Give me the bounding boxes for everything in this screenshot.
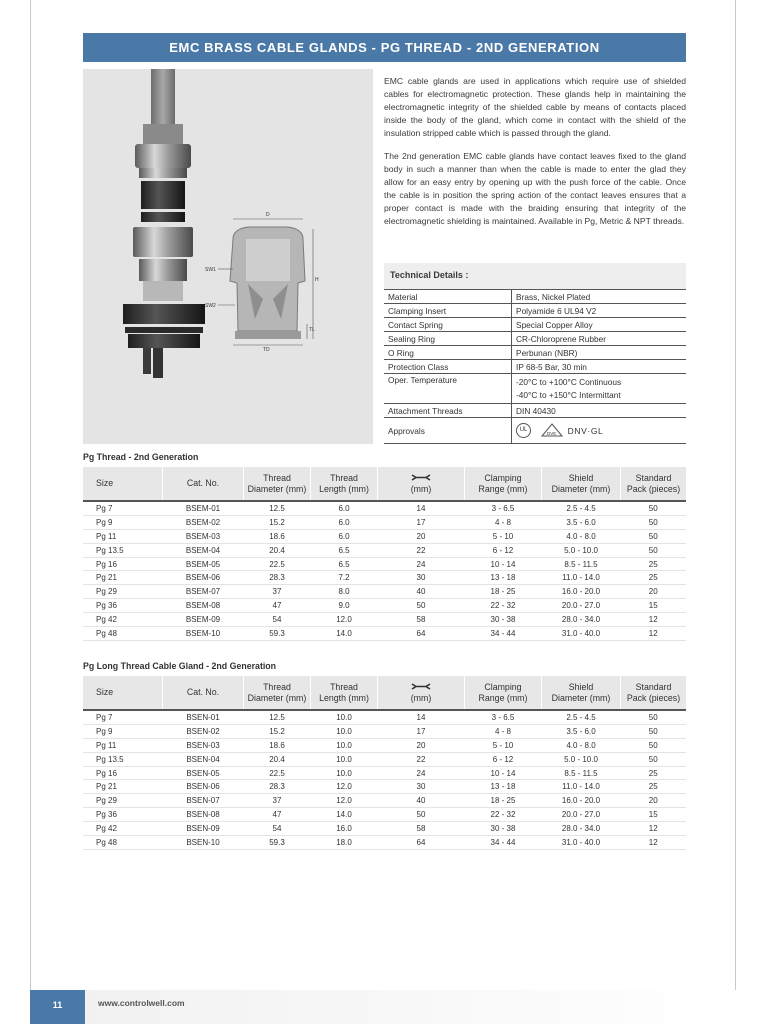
- table-cell: Pg 9: [83, 515, 163, 529]
- table-cell: 8.5 - 11.5: [542, 766, 621, 780]
- col-wrench-size: (mm): [378, 467, 465, 501]
- table-row: [83, 529, 686, 543]
- table-cell: 8.5 - 11.5: [542, 557, 621, 571]
- table-cell: 5.0 - 10.0: [542, 752, 621, 766]
- table-cell: 50: [621, 724, 687, 738]
- table-cell: 18.6: [244, 529, 311, 543]
- table-cell: 11.0 - 14.0: [542, 780, 621, 794]
- table-cell: 20: [621, 585, 687, 599]
- page-number: 11: [30, 990, 85, 1024]
- table-cell: 3 - 6.5: [465, 710, 542, 724]
- table-cell: 22.5: [244, 766, 311, 780]
- dve-logo-icon: [541, 423, 563, 439]
- table-row: [83, 710, 686, 724]
- braid-shield: [143, 124, 183, 144]
- table-cell: 37: [244, 585, 311, 599]
- table-cell: 12: [621, 613, 687, 627]
- table-cell: 18.0: [311, 836, 378, 850]
- table-cell: 10.0: [311, 724, 378, 738]
- col-clamping-range: Clamping Range (mm): [465, 676, 542, 710]
- tech-label: Material: [384, 290, 512, 304]
- table-cell: 16.0 - 20.0: [542, 585, 621, 599]
- table-cell: 30 - 38: [465, 822, 542, 836]
- table-cell: 14.0: [311, 808, 378, 822]
- table-cell: 22: [378, 543, 465, 557]
- table-cell: 3.5 - 6.0: [542, 515, 621, 529]
- table-cell: 28.3: [244, 780, 311, 794]
- table-row: [83, 766, 686, 780]
- table-cell: 12.0: [311, 794, 378, 808]
- tech-label: Attachment Threads: [384, 404, 512, 418]
- table-cell: 6.0: [311, 515, 378, 529]
- page-title: EMC BRASS CABLE GLANDS - PG THREAD - 2ND GENERATION: [83, 33, 686, 62]
- table-cell: 12.0: [311, 613, 378, 627]
- table-cell: 47: [244, 599, 311, 613]
- col-shield-diameter: Shield Diameter (mm): [542, 676, 621, 710]
- col-thread-diameter: Thread Diameter (mm): [244, 676, 311, 710]
- table-cell: 50: [378, 808, 465, 822]
- tech-value: Special Copper Alloy: [512, 318, 686, 332]
- table-cell: 12.5: [244, 710, 311, 724]
- table-row: [83, 543, 686, 557]
- table-cell: Pg 11: [83, 529, 163, 543]
- table-cell: 14.0: [311, 627, 378, 641]
- table-cell: 3 - 6.5: [465, 501, 542, 515]
- table-cell: 12: [621, 822, 687, 836]
- table-cell: 50: [378, 599, 465, 613]
- pg-long-thread-table: [83, 676, 686, 850]
- table2-title: Pg Long Thread Cable Gland - 2nd Generation: [83, 661, 277, 671]
- table-cell: 9.0: [311, 599, 378, 613]
- table-cell: Pg 48: [83, 627, 163, 641]
- table-cell: 20.4: [244, 752, 311, 766]
- tech-label: Oper. Temperature: [384, 374, 512, 404]
- table-cell: 24: [378, 557, 465, 571]
- cable-top: [151, 69, 175, 124]
- table-cell: 12.0: [311, 780, 378, 794]
- tech-row: [384, 318, 686, 332]
- table-cell: 13 - 18: [465, 571, 542, 585]
- table-cell: 20: [378, 529, 465, 543]
- table-cell: BSEM-01: [163, 501, 244, 515]
- table-cell: 28.0 - 34.0: [542, 822, 621, 836]
- table-cell: BSEM-02: [163, 515, 244, 529]
- table-cell: BSEN-06: [163, 780, 244, 794]
- table-cell: 54: [244, 613, 311, 627]
- tech-row: [384, 304, 686, 318]
- dim-label-sw1: SW1: [205, 267, 216, 273]
- tech-row: [384, 404, 686, 418]
- table-cell: BSEM-10: [163, 627, 244, 641]
- table-cell: 30: [378, 571, 465, 585]
- table-cell: 10.0: [311, 710, 378, 724]
- table-cell: Pg 16: [83, 557, 163, 571]
- tech-row: [384, 374, 686, 404]
- table-cell: 22.5: [244, 557, 311, 571]
- tech-value: DIN 40430: [512, 404, 686, 418]
- table-cell: 59.3: [244, 627, 311, 641]
- table-cell: BSEN-04: [163, 752, 244, 766]
- table-cell: 15: [621, 808, 687, 822]
- tech-value: Perbunan (NBR): [512, 346, 686, 360]
- table-cell: 59.3: [244, 836, 311, 850]
- ul-logo-icon: UL: [516, 423, 531, 438]
- tech-label: Sealing Ring: [384, 332, 512, 346]
- table-cell: Pg 42: [83, 613, 163, 627]
- table-cell: BSEN-10: [163, 836, 244, 850]
- table-cell: 10 - 14: [465, 766, 542, 780]
- table-cell: 12: [621, 836, 687, 850]
- tech-value: Brass, Nickel Plated: [512, 290, 686, 304]
- table-cell: Pg 21: [83, 571, 163, 585]
- table-row: [83, 808, 686, 822]
- table-cell: 22: [378, 752, 465, 766]
- table-cell: 20.0 - 27.0: [542, 599, 621, 613]
- table-row: [83, 780, 686, 794]
- technical-details-table: [384, 289, 686, 444]
- table-cell: 6 - 12: [465, 543, 542, 557]
- table-cell: Pg 48: [83, 836, 163, 850]
- table-cell: 6.5: [311, 543, 378, 557]
- table-cell: 12.5: [244, 501, 311, 515]
- table-cell: 18 - 25: [465, 794, 542, 808]
- table1-title: Pg Thread - 2nd Generation: [83, 452, 199, 462]
- table-cell: 14: [378, 710, 465, 724]
- gland-body: [133, 227, 193, 257]
- table-cell: 25: [621, 571, 687, 585]
- table-row: [83, 822, 686, 836]
- tech-row: [384, 360, 686, 374]
- table-cell: 4 - 8: [465, 515, 542, 529]
- table-cell: 15.2: [244, 724, 311, 738]
- intro-paragraph-1: EMC cable glands are used in applications which require use of shielded cables for electromagnetic protection. These glands help in maintaining the electromagnetic integrity of the shielded cable by means of contacts placed inside the body of the gland, which come in contact with the shield of the insulation stripped cable which is passed through the gland.: [384, 76, 686, 138]
- table-row: [83, 724, 686, 738]
- intro-paragraph-2: The 2nd generation EMC cable glands have contact leaves fixed to the gland body in such a manner than when the cable is made to enter the glad they allow for an easy entry by opening up with the push force of the cable. Once the cable is in position the spring action of the contact leaves ensures that a proper contact is made with the braiding ensuring that integrity of the electromagnetic shielding is maintained. Available in Pg, Metric & NPT threads.: [384, 151, 686, 226]
- table-cell: 20: [378, 738, 465, 752]
- col-cat-no: Cat. No.: [163, 676, 244, 710]
- table-header-row: [83, 676, 686, 710]
- table-row: [83, 836, 686, 850]
- table-row: [83, 557, 686, 571]
- approvals-logos: [512, 418, 686, 444]
- table-cell: 64: [378, 627, 465, 641]
- table-cell: 50: [621, 752, 687, 766]
- table-cell: 54: [244, 822, 311, 836]
- tech-row: [384, 346, 686, 360]
- table-cell: 50: [621, 710, 687, 724]
- tech-value: CR-Chloroprene Rubber: [512, 332, 686, 346]
- col-standard-pack: Standard Pack (pieces): [621, 676, 687, 710]
- table-cell: BSEN-05: [163, 766, 244, 780]
- table-cell: 28.3: [244, 571, 311, 585]
- table-header-row: [83, 467, 686, 501]
- table-cell: 4.0 - 8.0: [542, 529, 621, 543]
- table-cell: 25: [621, 766, 687, 780]
- table-cell: 58: [378, 613, 465, 627]
- tech-label: Protection Class: [384, 360, 512, 374]
- tech-row: [384, 332, 686, 346]
- table-cell: 10.0: [311, 766, 378, 780]
- dim-label-tl: TL: [309, 327, 315, 333]
- tech-label: Approvals: [384, 418, 512, 444]
- table-cell: 25: [621, 780, 687, 794]
- table-cell: 64: [378, 836, 465, 850]
- table-cell: 34 - 44: [465, 836, 542, 850]
- table-cell: 11.0 - 14.0: [542, 571, 621, 585]
- tech-label: O Ring: [384, 346, 512, 360]
- table-cell: 34 - 44: [465, 627, 542, 641]
- table-cell: BSEM-07: [163, 585, 244, 599]
- cable-gland-illustration: [83, 69, 373, 444]
- table-cell: Pg 36: [83, 599, 163, 613]
- table-cell: 8.0: [311, 585, 378, 599]
- table-cell: Pg 9: [83, 724, 163, 738]
- table-cell: 10.0: [311, 738, 378, 752]
- col-thread-diameter: Thread Diameter (mm): [244, 467, 311, 501]
- table-cell: Pg 29: [83, 794, 163, 808]
- table-cell: Pg 16: [83, 766, 163, 780]
- table-cell: 20: [621, 794, 687, 808]
- svg-text:DVE: DVE: [547, 430, 557, 436]
- tech-value: IP 68-5 Bar, 30 min: [512, 360, 686, 374]
- table-cell: 6.0: [311, 529, 378, 543]
- table-cell: 25: [621, 557, 687, 571]
- table-cell: 4.0 - 8.0: [542, 738, 621, 752]
- website-link[interactable]: www.controlwell.com: [98, 998, 185, 1008]
- table-cell: 47: [244, 808, 311, 822]
- table-cell: 28.0 - 34.0: [542, 613, 621, 627]
- wrench-icon: [411, 683, 431, 690]
- table-cell: 10 - 14: [465, 557, 542, 571]
- table-cell: 6.5: [311, 557, 378, 571]
- table-cell: 18 - 25: [465, 585, 542, 599]
- tech-row-approvals: [384, 418, 686, 444]
- temperature-intermittent: -40°C to +150°C Intermittant: [516, 390, 621, 400]
- col-size: Size: [83, 676, 163, 710]
- table-cell: 58: [378, 822, 465, 836]
- table-row: [83, 501, 686, 515]
- table-cell: 4 - 8: [465, 724, 542, 738]
- table-cell: BSEN-03: [163, 738, 244, 752]
- table-row: [83, 613, 686, 627]
- col-clamping-range: Clamping Range (mm): [465, 467, 542, 501]
- dim-label-sw2: SW2: [205, 303, 216, 309]
- table-cell: 22 - 32: [465, 808, 542, 822]
- table-cell: 3.5 - 6.0: [542, 724, 621, 738]
- table-row: [83, 794, 686, 808]
- table-cell: 20.0 - 27.0: [542, 808, 621, 822]
- table-cell: BSEM-05: [163, 557, 244, 571]
- tech-label: Clamping Insert: [384, 304, 512, 318]
- wrench-icon: [411, 474, 431, 481]
- pg-thread-table: [83, 467, 686, 641]
- table-cell: 30 - 38: [465, 613, 542, 627]
- dim-label-h: H: [315, 277, 319, 283]
- table-cell: 2.5 - 4.5: [542, 710, 621, 724]
- table-cell: Pg 13.5: [83, 752, 163, 766]
- table-row: [83, 599, 686, 613]
- table-cell: 10.0: [311, 752, 378, 766]
- tech-value-temperature: [512, 374, 686, 404]
- table-cell: 40: [378, 794, 465, 808]
- table-cell: BSEN-02: [163, 724, 244, 738]
- temperature-continuous: -20°C to +100°C Continuous: [516, 377, 622, 387]
- table-cell: Pg 7: [83, 710, 163, 724]
- table-cell: BSEN-09: [163, 822, 244, 836]
- table-cell: BSEM-09: [163, 613, 244, 627]
- table-cell: 50: [621, 529, 687, 543]
- table-cell: 12: [621, 627, 687, 641]
- col-thread-length: Thread Length (mm): [311, 467, 378, 501]
- cross-section-view: [205, 212, 319, 353]
- dim-label-d: D: [266, 212, 270, 218]
- table-row: [83, 627, 686, 641]
- table-cell: 20.4: [244, 543, 311, 557]
- table-row: [83, 585, 686, 599]
- table-cell: 37: [244, 794, 311, 808]
- table-cell: Pg 13.5: [83, 543, 163, 557]
- table-cell: Pg 29: [83, 585, 163, 599]
- table-cell: BSEM-03: [163, 529, 244, 543]
- table-cell: 5.0 - 10.0: [542, 543, 621, 557]
- table-row: [83, 752, 686, 766]
- table-cell: 50: [621, 515, 687, 529]
- tech-label: Contact Spring: [384, 318, 512, 332]
- col-cat-no: Cat. No.: [163, 467, 244, 501]
- table-cell: 5 - 10: [465, 738, 542, 752]
- table-cell: 6 - 12: [465, 752, 542, 766]
- table-cell: 30: [378, 780, 465, 794]
- col-standard-pack: Standard Pack (pieces): [621, 467, 687, 501]
- technical-details-title: Technical Details :: [384, 263, 686, 289]
- table-cell: 40: [378, 585, 465, 599]
- table-cell: BSEN-08: [163, 808, 244, 822]
- table-cell: BSEN-07: [163, 794, 244, 808]
- dim-label-td: TD: [263, 347, 270, 353]
- table-cell: 15: [621, 599, 687, 613]
- col-size: Size: [83, 467, 163, 501]
- tech-row: [384, 290, 686, 304]
- table-row: [83, 515, 686, 529]
- table-cell: Pg 11: [83, 738, 163, 752]
- table-cell: 7.2: [311, 571, 378, 585]
- table-cell: 17: [378, 724, 465, 738]
- table-row: [83, 571, 686, 585]
- table-cell: BSEM-08: [163, 599, 244, 613]
- table-cell: 18.6: [244, 738, 311, 752]
- col-thread-length: Thread Length (mm): [311, 676, 378, 710]
- intro-text: [384, 75, 686, 238]
- table-cell: BSEM-06: [163, 571, 244, 585]
- table-row: [83, 738, 686, 752]
- table-cell: 50: [621, 543, 687, 557]
- table-cell: 50: [621, 738, 687, 752]
- table-cell: 16.0 - 20.0: [542, 794, 621, 808]
- lock-nut: [123, 304, 205, 324]
- table-cell: 2.5 - 4.5: [542, 501, 621, 515]
- table-cell: 13 - 18: [465, 780, 542, 794]
- table-cell: 16.0: [311, 822, 378, 836]
- table-cell: 50: [621, 501, 687, 515]
- table-cell: 24: [378, 766, 465, 780]
- table-cell: 31.0 - 40.0: [542, 836, 621, 850]
- table-cell: BSEM-04: [163, 543, 244, 557]
- product-image: [83, 69, 373, 444]
- table-cell: 5 - 10: [465, 529, 542, 543]
- tech-value: Polyamide 6 UL94 V2: [512, 304, 686, 318]
- sealing-ring: [141, 181, 185, 209]
- table-cell: 14: [378, 501, 465, 515]
- col-wrench-size: (mm): [378, 676, 465, 710]
- table-cell: Pg 36: [83, 808, 163, 822]
- table-cell: 31.0 - 40.0: [542, 627, 621, 641]
- dnv-gl-logo: DNV·GL: [567, 425, 604, 436]
- table-cell: Pg 7: [83, 501, 163, 515]
- table-cell: 15.2: [244, 515, 311, 529]
- table-cell: Pg 21: [83, 780, 163, 794]
- table-cell: 17: [378, 515, 465, 529]
- table-cell: 6.0: [311, 501, 378, 515]
- dome-nut: [135, 144, 191, 168]
- table-cell: Pg 42: [83, 822, 163, 836]
- table-cell: 22 - 32: [465, 599, 542, 613]
- table-cell: BSEN-01: [163, 710, 244, 724]
- col-shield-diameter: Shield Diameter (mm): [542, 467, 621, 501]
